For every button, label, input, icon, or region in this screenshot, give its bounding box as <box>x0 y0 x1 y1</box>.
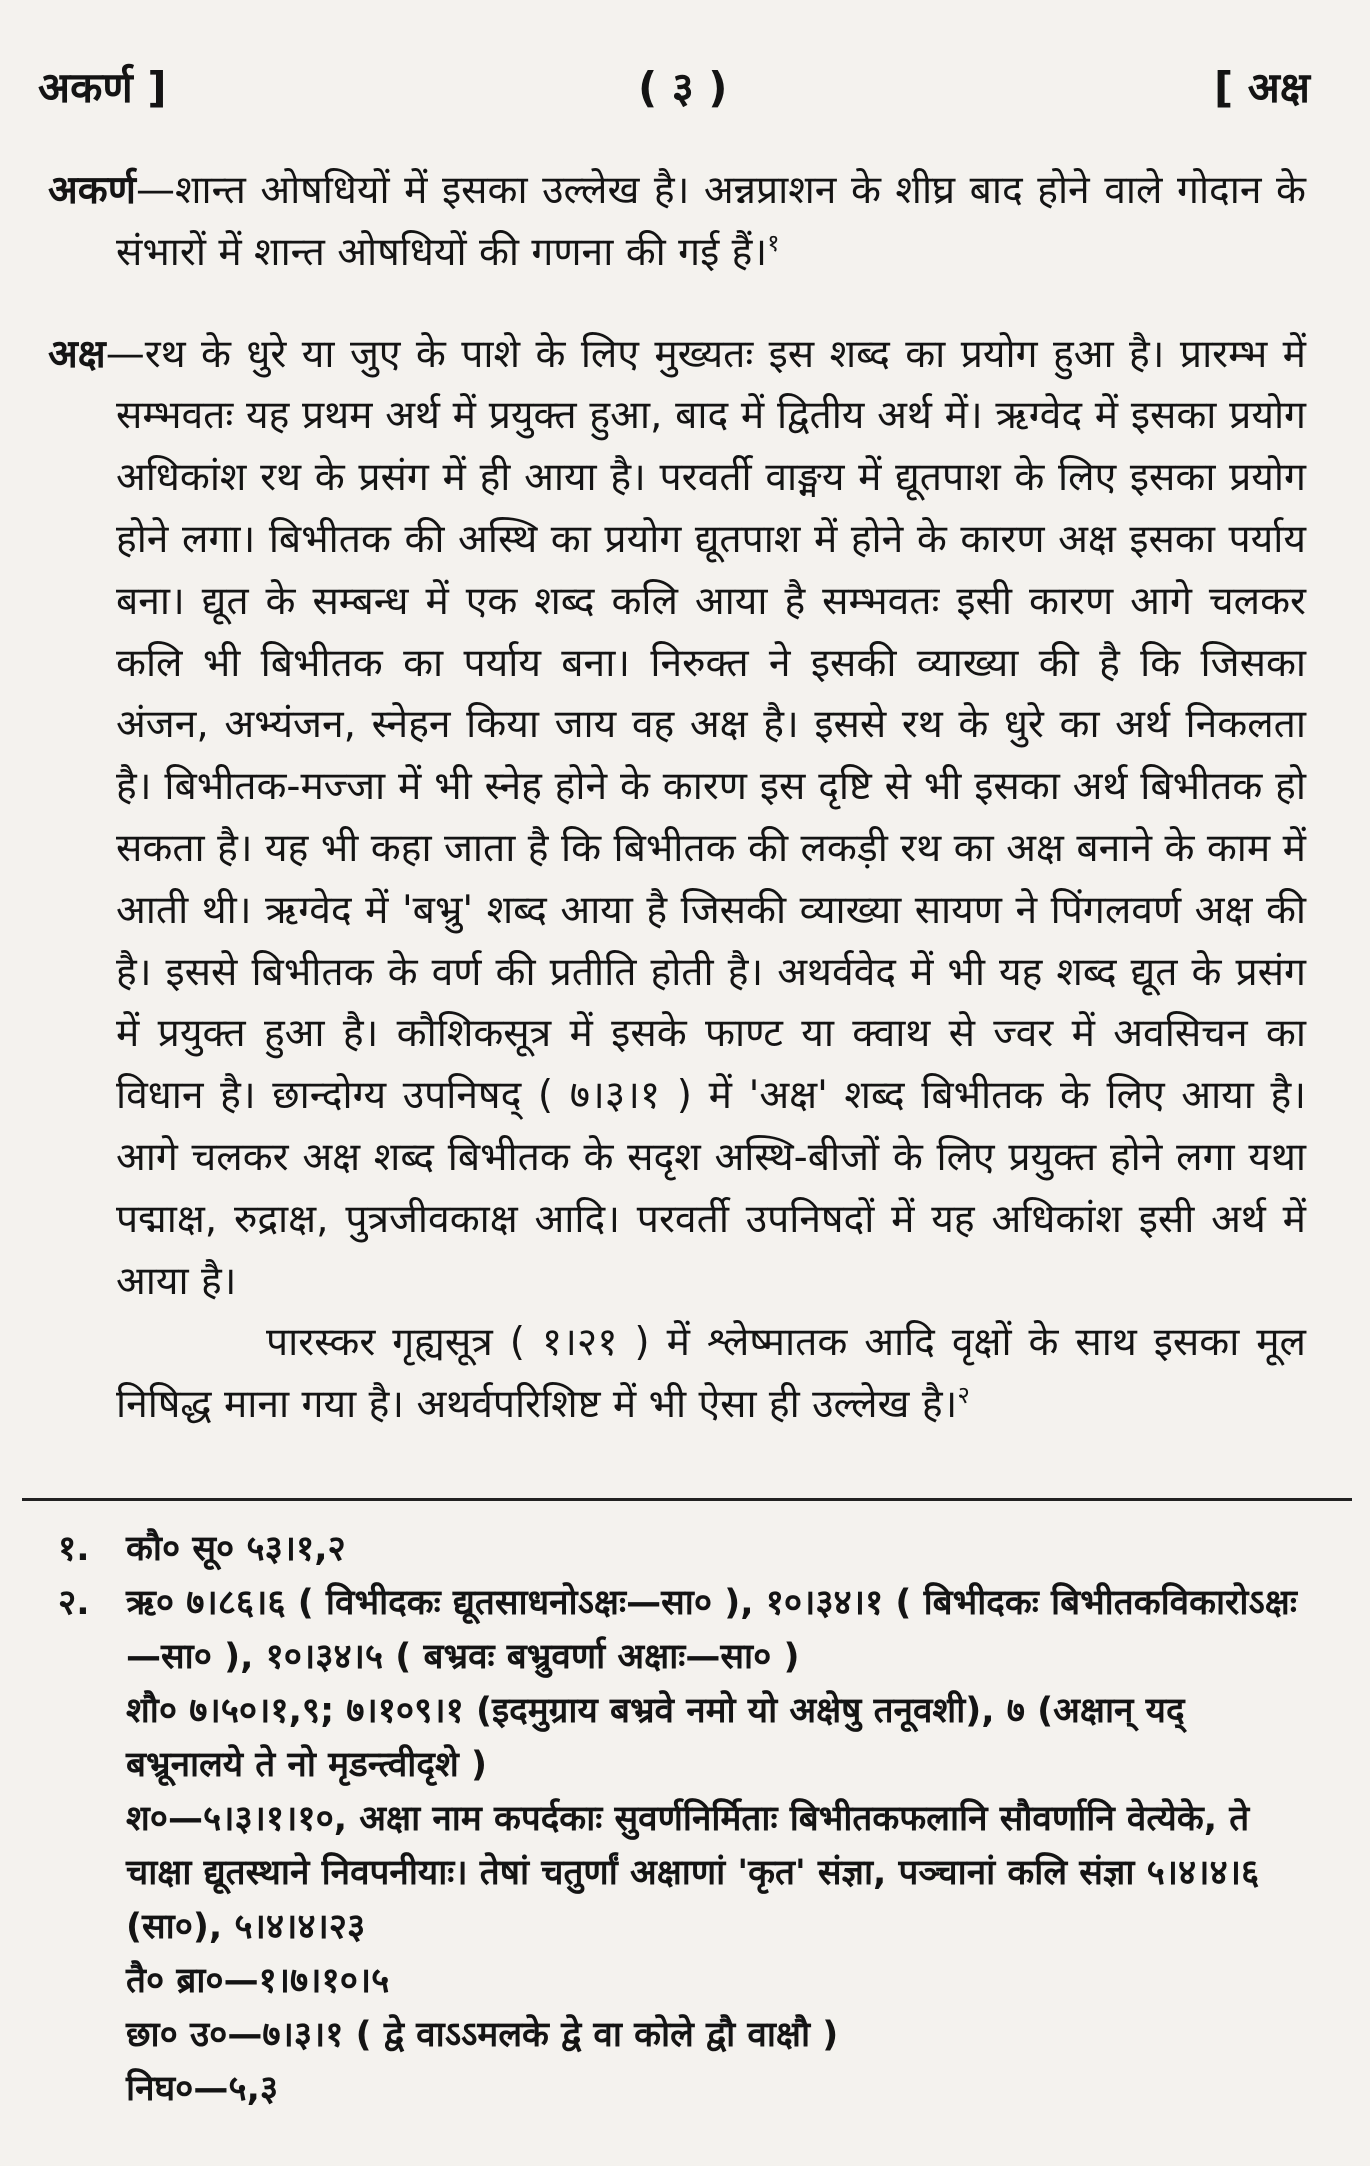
footnote-divider <box>22 1498 1352 1501</box>
paragraph-text: पारस्कर गृह्यसूत्र ( १।२१ ) में श्लेष्मातक आदि वृक्षों के साथ इसका मूल निषिद्ध माना गया है। अथर्वपरिशिष्ट में भी ऐसा ही उल्लेख है। <box>116 1320 1306 1428</box>
footnote-item <box>58 1576 1303 1684</box>
entry-text: —रथ के धुरे या जुए के पाशे के लिए मुख्यतः इस शब्द का प्रयोग हुआ है। प्रारम्भ में सम्भवतः यह प्रथम अर्थ में प्रयुक्त हुआ, बाद में द्वितीय अर्थ में। ऋग्वेद में इसका प्रयोग अधिकांश रथ के प्रसंग में ही आया है। परवर्ती वाङ्मय में द्यूतपाश के लिए इसका प्रयोग होने लगा। बिभीतक की अस्थि का प्रयोग द्यूतपाश में होने के कारण अक्ष इसका पर्याय बना। द्यूत के सम्बन्ध में एक शब्द कलि आया है सम्भवतः इसी कारण आगे चलकर कलि भी बिभीतक का पर्याय बना। निरुक्त ने इसकी व्याख्या की है कि जिसका अंजन, अभ्यंजन, स्नेहन किया जाय वह अक्ष है। इससे रथ के धुरे का अर्थ निकलता है। बिभीतक-मज्जा में भी स्नेह होने के कारण इस दृष्टि से भी इसका अर्थ बिभीतक हो सकता है। यह भी कहा जाता है कि बिभीतक की लकड़ी रथ का अक्ष बनाने के काम में आती थी। ऋग्वेद में 'बभ्रु' शब्द आया है जिसकी व्याख्या सायण ने पिंगलवर्ण अक्ष की है। इससे बिभीतक के वर्ण की प्रतीति होती है। अथर्ववेद में भी यह शब्द द्यूत के प्रसंग में प्रयुक्त हुआ है। कौशिकसूत्र में इसके फाण्ट या क्वाथ से ज्वर में अवसिचन का विधान है। छान्दोग्य उपनिषद् ( ७।३।१ ) में 'अक्ष' शब्द बिभीतक के लिए आया है। आगे चलकर अक्ष शब्द बिभीतक के सदृश अस्थि-बीजों के लिए प्रयुक्त होने लगा यथा पद्माक्ष, रुद्राक्ष, पुत्रजीवकाक्ष आदि। परवर्ती उपनिषदों में यह अधिकांश इसी अर्थ में आया है। <box>105 331 1306 1304</box>
footnote-ref: २ <box>957 1381 970 1410</box>
entry-aksha-continuation <box>48 1312 1306 1436</box>
footnote-line: श०—५।३।१।१०, अक्षा नाम कपर्दकाः सुवर्णनिर्मिताः बिभीतकफलानि सौवर्णानि वेत्येके, ते चाक्षा द्यूतस्थाने निवपनीयाः। तेषां चतुर्णां अक्षाणां 'कृत' संज्ञा, पञ्चानां कलि संज्ञा ५।४।४।६ (सा०), ५।४।४।२३ <box>126 1799 1260 1947</box>
page-header <box>38 58 1310 118</box>
page-number: ( ३ ) <box>638 63 728 112</box>
footnote-line: निघ०—५,३ <box>126 2069 279 2109</box>
entry-text: —शान्त ओषधियों में इसका उल्लेख है। अन्नप्राशन के शीघ्र बाद होने वाले गोदान के संभारों में शान्त ओषधियों की गणना की गई हैं। <box>116 168 1306 275</box>
footnote-number: १. <box>58 1529 90 1569</box>
entry-aksha <box>48 324 1306 1313</box>
entry-term: अक्ष <box>48 331 106 377</box>
footnote-text: कौ० सू० ५३।१,२ <box>126 1529 346 1569</box>
footnote-number: २. <box>58 1583 90 1623</box>
footnote-line: तै० ब्रा०—१।७।१०।५ <box>126 1961 390 2001</box>
running-head-right: [ अक्ष <box>1213 63 1310 112</box>
footnote-text: ऋ० ७।८६।६ ( विभीदकः द्यूतसाधनोऽक्षः—सा० ), १०।३४।१ ( बिभीदकः बिभीतकविकारोऽक्षः—सा० ), १०।३४।५ ( बभ्रवः बभ्रुवर्णा अक्षाः—सा० ) <box>126 1583 1297 1677</box>
running-head-left: अकर्ण ] <box>38 63 167 112</box>
footnote-line: शौ० ७।५०।१,९; ७।१०९।१ (इदमुग्राय बभ्रवे नमो यो अक्षेषु तनूवशी), ७ (अक्षान् यद् बभ्रूनालये ते नो मृडन्त्वीदृशे ) <box>126 1691 1185 1785</box>
entry-akarna <box>48 160 1306 284</box>
main-text <box>48 160 1306 1436</box>
footnote-ref: १ <box>767 228 780 257</box>
footnote-item <box>58 1522 1303 1576</box>
footnotes <box>58 1522 1303 2116</box>
entry-term: अकर्ण <box>48 168 136 213</box>
footnote-line: छा० उ०—७।३।१ ( द्वे वाऽऽमलके द्वे वा कोले द्वौ वाक्षौ ) <box>126 2015 839 2055</box>
